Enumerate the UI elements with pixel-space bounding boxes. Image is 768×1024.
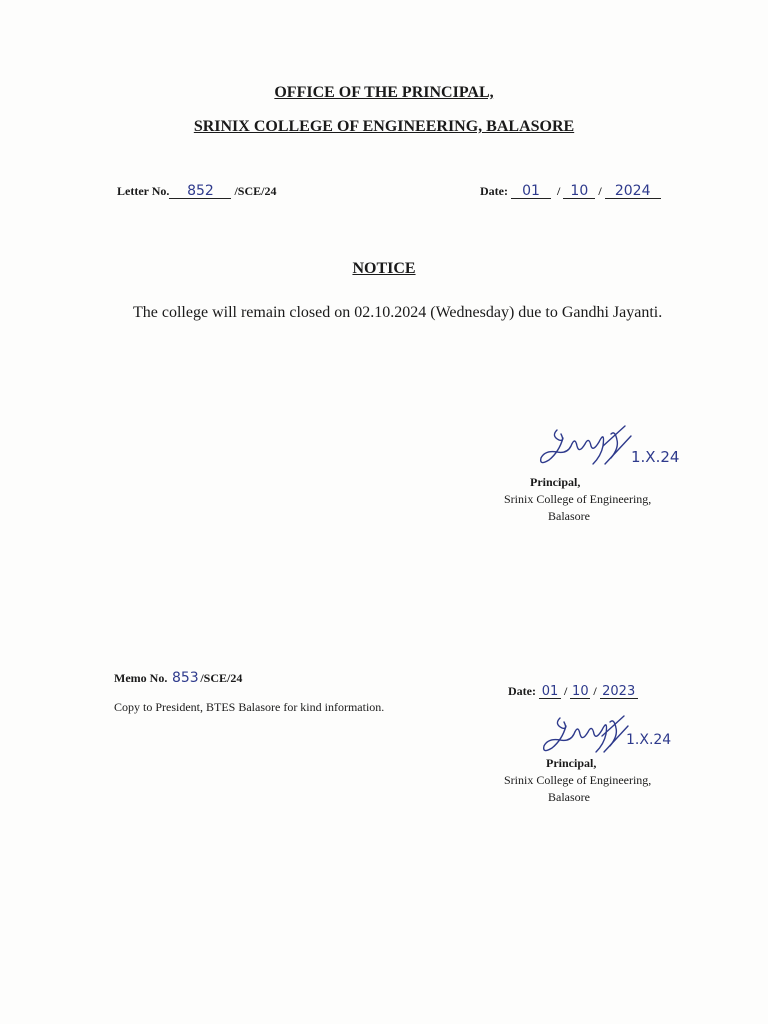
letter-label: Letter No. [117,184,170,198]
memo-label: Memo No. [114,671,168,685]
office-heading: OFFICE OF THE PRINCIPAL, [274,84,494,101]
memo-date-sep-1: / [563,684,568,698]
signature-block-1 [490,474,690,525]
institution-2: Srinix College of Engineering, [504,773,652,787]
copy-to-text: Copy to President, BTES Balasore for kind information. [114,700,385,714]
signature-1-date: 1.X.24 [631,448,680,466]
memo-date-year: 2023 [600,685,638,699]
memo-number-handwritten: 853 [171,670,199,686]
notice-body: The college will remain closed on 02.10.2024 (Wednesday) due to Gandhi Jayanti. [133,304,663,321]
college-heading: SRINIX COLLEGE OF ENGINEERING, BALASORE [193,118,575,135]
memo-date-label: Date: [508,684,536,698]
date-year: 2024 [605,185,661,199]
letter-suffix: /SCE/24 [234,184,277,198]
memo-date-line [508,684,638,699]
date-sep-1: / [556,184,561,198]
date-month: 10 [563,185,595,199]
date-label: Date: [480,184,508,198]
memo-number-line [114,671,242,686]
memo-date-day: 01 [539,685,561,699]
place-2: Balasore [548,790,590,804]
date-day: 01 [511,185,551,199]
signature-2-date: 1.X.24 [626,732,672,748]
signature-block-2 [490,755,690,806]
memo-date-sep-2: / [593,684,597,698]
letter-number-handwritten: 852 [169,185,231,199]
memo-suffix: /SCE/24 [200,671,243,685]
letter-number-line [117,184,276,199]
institution-1: Srinix College of Engineering, [504,492,652,506]
principal-title-1: Principal, [530,475,581,489]
notice-title: NOTICE [352,260,416,277]
letter-date-line [480,184,661,199]
place-1: Balasore [548,509,590,523]
principal-title-2: Principal, [546,756,597,770]
date-sep-2: / [598,184,602,198]
memo-date-month: 10 [572,684,589,699]
